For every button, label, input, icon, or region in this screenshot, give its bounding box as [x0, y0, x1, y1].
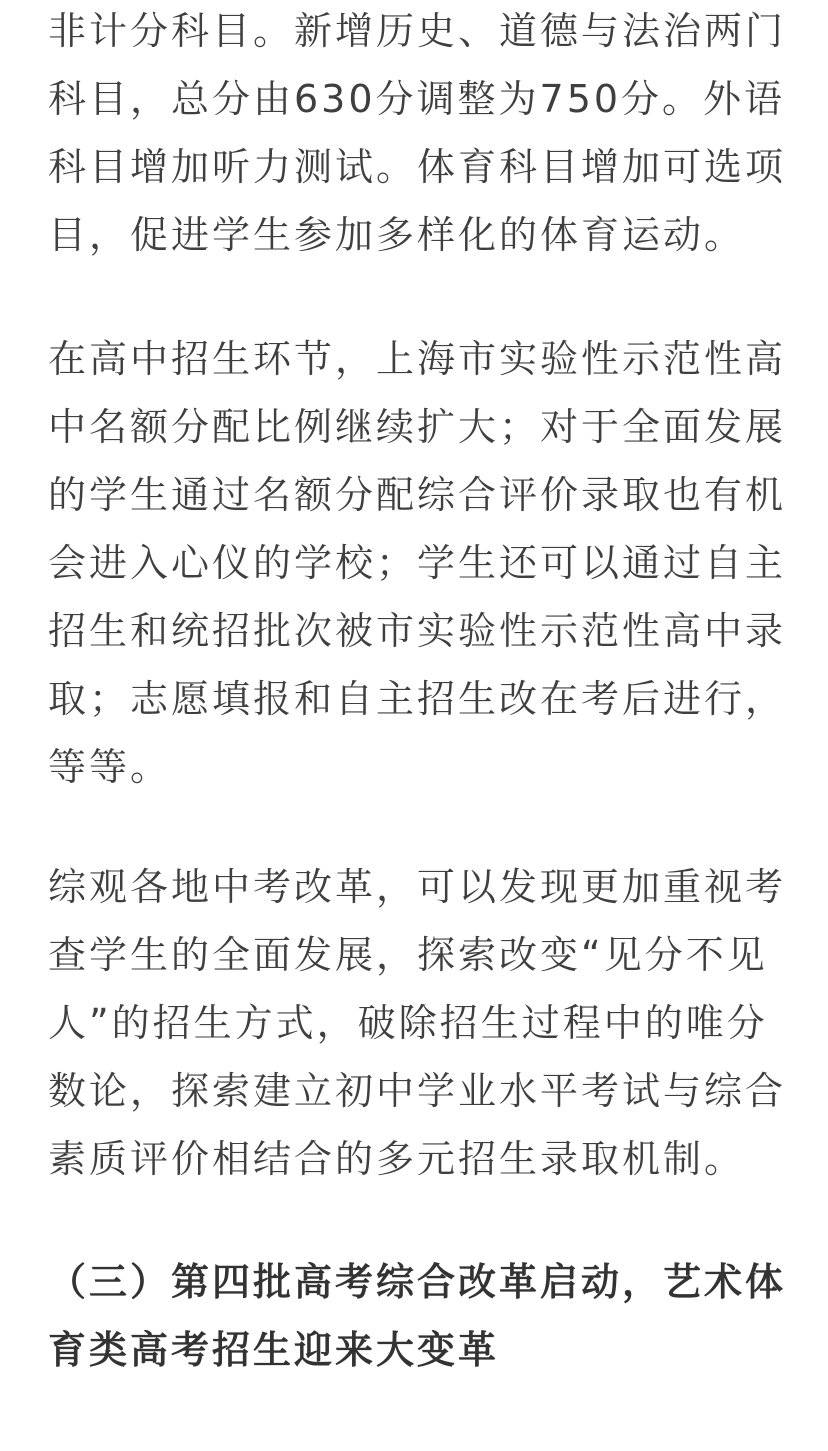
text-line: 取；志愿填报和自主招生改在考后进行，	[48, 677, 787, 721]
paragraph-summary	[48, 853, 786, 1193]
text-line: 非计分科目。新增历史、道德与法治两门	[48, 9, 787, 53]
text-line: 等等。	[48, 745, 172, 789]
text-line: 查学生的全面发展，探索改变“见分不见	[48, 933, 768, 977]
text-line: 中名额分配比例继续扩大；对于全面发展	[48, 405, 787, 449]
text-line: 会进入心仪的学校；学生还可以通过自主	[48, 541, 787, 585]
heading-line: 育类高考招生迎来大变革	[48, 1328, 500, 1372]
text-line: 科目，总分由630分调整为750分。外语	[48, 77, 786, 121]
text-line: 的学生通过名额分配综合评价录取也有机	[48, 473, 787, 517]
text-line: 目，促进学生参加多样化的体育运动。	[48, 213, 746, 257]
text-line: 数论，探索建立初中学业水平考试与综合	[48, 1069, 787, 1113]
paragraph-subjects	[48, 0, 786, 269]
text-line: 素质评价相结合的多元招生录取机制。	[48, 1137, 746, 1181]
paragraph-admission	[48, 325, 786, 801]
text-line: 人”的招生方式，破除招生过程中的唯分	[48, 1001, 768, 1045]
text-line: 综观各地中考改革，可以发现更加重视考	[48, 865, 787, 909]
text-line: 科目增加听力测试。体育科目增加可选项	[48, 145, 787, 189]
text-line: 在高中招生环节，上海市实验性示范性高	[48, 337, 787, 381]
section-heading	[48, 1248, 786, 1384]
text-line: 招生和统招批次被市实验性示范性高中录	[48, 609, 787, 653]
heading-line: （三）第四批高考综合改革启动，艺术体	[48, 1260, 787, 1304]
